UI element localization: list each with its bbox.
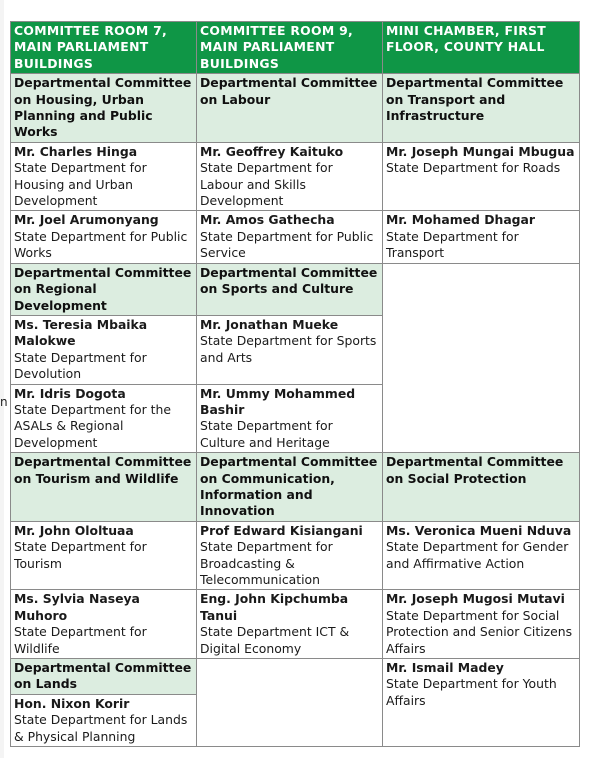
committee-social-protection: Departmental Committee on Social Protection bbox=[383, 453, 580, 522]
committee-tourism-wildlife: Departmental Committee on Tourism and Wildlife bbox=[11, 453, 197, 522]
nominee-department: State Department for Gender and Affirmative Action bbox=[386, 539, 569, 571]
nominee-cell bbox=[11, 590, 197, 659]
nominee-department: State Department for Wildlife bbox=[14, 624, 147, 656]
nominee-cell bbox=[197, 384, 383, 453]
nominee-name: Prof Edward Kisiangani bbox=[200, 522, 363, 538]
nominee-department: State Department for Housing and Urban Development bbox=[14, 160, 147, 209]
committee-row bbox=[11, 263, 580, 315]
nominee-department: State Department for Tourism bbox=[14, 539, 147, 571]
nominee-name: Mr. Joseph Mungai Mbugua bbox=[386, 143, 575, 159]
nominee-department: State Department for Public Works bbox=[14, 228, 188, 261]
nominee-department: State Department for Transport bbox=[386, 228, 519, 261]
nominee-cell bbox=[11, 521, 197, 590]
nominee-cell bbox=[11, 315, 197, 384]
nominee-name: Ms. Teresia Mbaika Malokwe bbox=[14, 316, 148, 349]
nominee-cell bbox=[11, 142, 197, 211]
nominee-cell bbox=[197, 521, 383, 590]
nominee-department: State Department ICT & Digital Economy bbox=[200, 624, 350, 656]
header-row bbox=[11, 22, 580, 74]
nominee-name: Mr. Jonathan Mueke bbox=[200, 316, 339, 332]
nominee-row bbox=[11, 521, 580, 590]
nominee-name: Ms. Sylvia Naseya Muhoro bbox=[14, 591, 140, 623]
nominee-cell bbox=[383, 659, 580, 747]
nominee-department: State Department for Sports and Arts bbox=[200, 333, 377, 365]
nominee-name: Mr. Ismail Madey bbox=[386, 660, 504, 676]
nominee-department: State Department for Lands & Physical Planning bbox=[14, 712, 188, 744]
committee-lands: Departmental Committee on Lands bbox=[11, 659, 197, 695]
nominee-cell bbox=[383, 590, 580, 659]
empty-cell bbox=[197, 659, 383, 747]
nominee-cell bbox=[197, 590, 383, 659]
nominee-name: Mr. John Ololtuaa bbox=[14, 522, 134, 538]
committee-row bbox=[11, 659, 580, 695]
nominee-name: Mr. Joel Arumonyang bbox=[14, 212, 159, 228]
committee-row bbox=[11, 74, 580, 143]
nominee-cell bbox=[197, 315, 383, 384]
nominee-name: Mr. Geoffrey Kaituko bbox=[200, 143, 344, 159]
nominee-department: State Department for the ASALs & Regional Development bbox=[14, 401, 171, 450]
empty-cell bbox=[383, 263, 580, 452]
committee-row bbox=[11, 453, 580, 522]
committee-regional-development: Departmental Committee on Regional Development bbox=[11, 263, 197, 315]
nominee-name: Eng. John Kipchumba Tanui bbox=[200, 591, 349, 623]
nominee-cell bbox=[197, 211, 383, 263]
nominee-name: Mr. Amos Gathecha bbox=[200, 212, 335, 228]
committee-housing: Departmental Committee on Housing, Urban Planning and Public Works bbox=[11, 74, 197, 143]
venue-header-committee-room-7: COMMITTEE ROOM 7, MAIN PARLIAMENT BUILDINGS bbox=[11, 22, 197, 74]
nominee-cell bbox=[11, 695, 197, 747]
nominee-name: Mr. Ummy Mohammed Bashir bbox=[200, 385, 356, 417]
nominee-cell bbox=[11, 384, 197, 453]
nominee-department: State Department for Public Service bbox=[200, 228, 374, 261]
nominee-name: Hon. Nixon Korir bbox=[14, 696, 130, 712]
nominee-cell bbox=[11, 211, 197, 263]
page-edge-shadow bbox=[0, 0, 4, 758]
nominee-department: State Department for Devolution bbox=[14, 349, 147, 382]
nominee-department: State Department for Youth Affairs bbox=[386, 676, 557, 708]
nominee-department: State Department for Social Protection and Senior Citizens Affairs bbox=[386, 607, 573, 656]
nominee-cell bbox=[197, 142, 383, 211]
nominee-department: State Department for Labour and Skills Development bbox=[200, 160, 333, 209]
committee-communication: Departmental Committee on Communication, Information and Innovation bbox=[197, 453, 383, 522]
nominee-name: Mr. Idris Dogota bbox=[14, 385, 126, 401]
committee-sports-culture: Departmental Committee on Sports and Culture bbox=[197, 263, 383, 315]
venue-header-mini-chamber: MINI CHAMBER, FIRST FLOOR, COUNTY HALL bbox=[383, 22, 580, 74]
nominee-cell bbox=[383, 211, 580, 263]
nominee-name: Ms. Veronica Mueni Nduva bbox=[386, 522, 572, 538]
venue-header-committee-room-9: COMMITTEE ROOM 9, MAIN PARLIAMENT BUILDINGS bbox=[197, 22, 383, 74]
nominee-department: State Department for Culture and Heritage bbox=[200, 418, 333, 450]
nominee-cell bbox=[383, 521, 580, 590]
committee-transport: Departmental Committee on Transport and Infrastructure bbox=[383, 74, 580, 143]
nominee-row bbox=[11, 590, 580, 659]
committee-labour: Departmental Committee on Labour bbox=[197, 74, 383, 143]
nominee-name: Mr. Joseph Mugosi Mutavi bbox=[386, 591, 565, 607]
nominee-row bbox=[11, 142, 580, 211]
cut-off-text-fragment: n bbox=[0, 395, 8, 409]
nominee-department: State Department for Roads bbox=[386, 160, 561, 176]
nominee-department: State Department for Broadcasting & Telecommunication bbox=[200, 539, 333, 587]
nominee-name: Mr. Mohamed Dhagar bbox=[386, 212, 536, 228]
vetting-schedule-table bbox=[10, 21, 580, 747]
nominee-cell bbox=[383, 142, 580, 211]
nominee-name: Mr. Charles Hinga bbox=[14, 143, 138, 159]
nominee-row bbox=[11, 211, 580, 263]
